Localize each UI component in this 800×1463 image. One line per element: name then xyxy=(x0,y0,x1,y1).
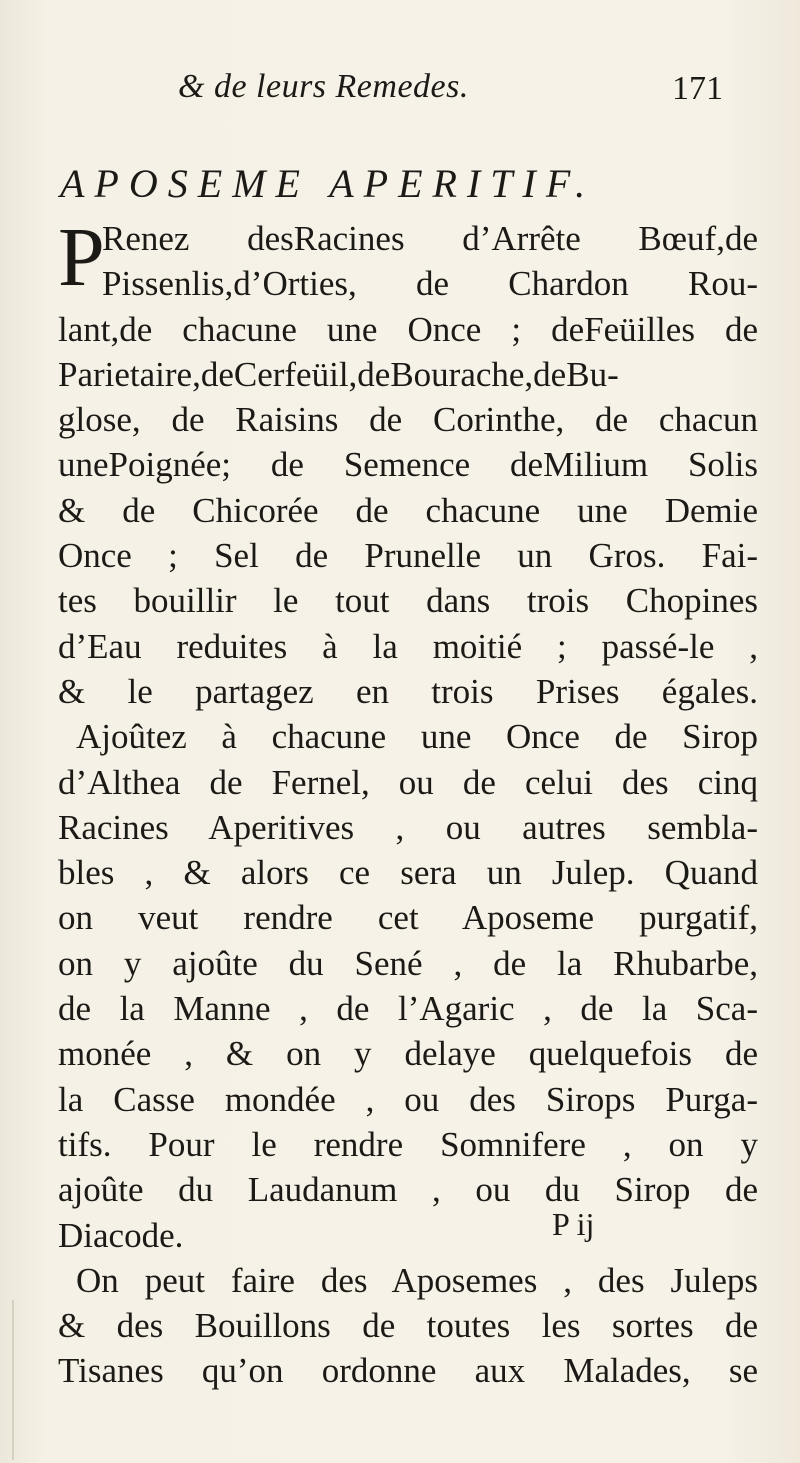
text-line: Parietaire,deCerfeüil,deBourache,deBu- xyxy=(58,354,619,394)
page-edge-shadow xyxy=(12,1300,14,1460)
text-line: glose, de Raisins de Corinthe, de chacun xyxy=(58,400,758,440)
text-line: Pissenlis,d’Orties, de Chardon Rou- xyxy=(102,264,758,304)
text-line: monée , & on y delaye quelquefois de xyxy=(58,1034,758,1074)
text-line: Tisanes qu’on ordonne aux Malades, se xyxy=(58,1351,758,1391)
text-line: lant,de chacune une Once ; deFeüilles de xyxy=(58,309,758,349)
text-line: ajoûte du Laudanum , ou du Sirop de xyxy=(58,1170,758,1210)
text-line: Renez desRacines d’Arrête Bœuf,de xyxy=(102,219,758,258)
text-line: la Casse mondée , ou des Sirops Purga- xyxy=(58,1079,758,1119)
text-line: de la Manne , de l’Agaric , de la Sca- xyxy=(58,989,758,1029)
text-line: d’Eau reduites à la moitié ; passé-le , xyxy=(58,626,758,666)
signature-mark: P ij xyxy=(552,1206,595,1242)
text-line: On peut faire des Aposemes , des Juleps xyxy=(76,1260,758,1300)
running-title: & de leurs Remedes. xyxy=(178,68,469,105)
text-line: bles , & alors ce sera un Julep. Quand xyxy=(58,853,758,893)
section-title: APOSEME APERITIF. xyxy=(60,161,596,206)
text-line: Once ; Sel de Prunelle un Gros. Fai- xyxy=(58,536,758,576)
text-line: & de Chicorée de chacune une Demie xyxy=(58,490,758,530)
text-line: Ajoûtez à chacune une Once de Sirop xyxy=(76,717,758,757)
drop-cap: P xyxy=(58,211,105,304)
text-line: unePoignée; de Semence deMilium Solis xyxy=(58,445,758,485)
page-header xyxy=(0,68,800,118)
text-line: Diacode. xyxy=(58,1215,184,1255)
body-text xyxy=(58,211,758,1394)
text-line: tes bouillir le tout dans trois Chopines xyxy=(58,581,758,621)
text-line: on veut rendre cet Aposeme purgatif, xyxy=(58,898,758,938)
page-number: 171 xyxy=(672,70,723,107)
text-line: & des Bouillons de toutes les sortes de xyxy=(58,1306,758,1346)
text-line: tifs. Pour le rendre Somnifere , on y xyxy=(58,1124,758,1164)
text-line: d’Althea de Fernel, ou de celui des cinq xyxy=(58,762,758,802)
text-line: on y ajoûte du Sené , de la Rhubarbe, xyxy=(58,943,758,983)
text-line: & le partagez en trois Prises égales. xyxy=(58,671,758,711)
text-line: Racines Aperitives , ou autres sembla- xyxy=(58,807,758,847)
